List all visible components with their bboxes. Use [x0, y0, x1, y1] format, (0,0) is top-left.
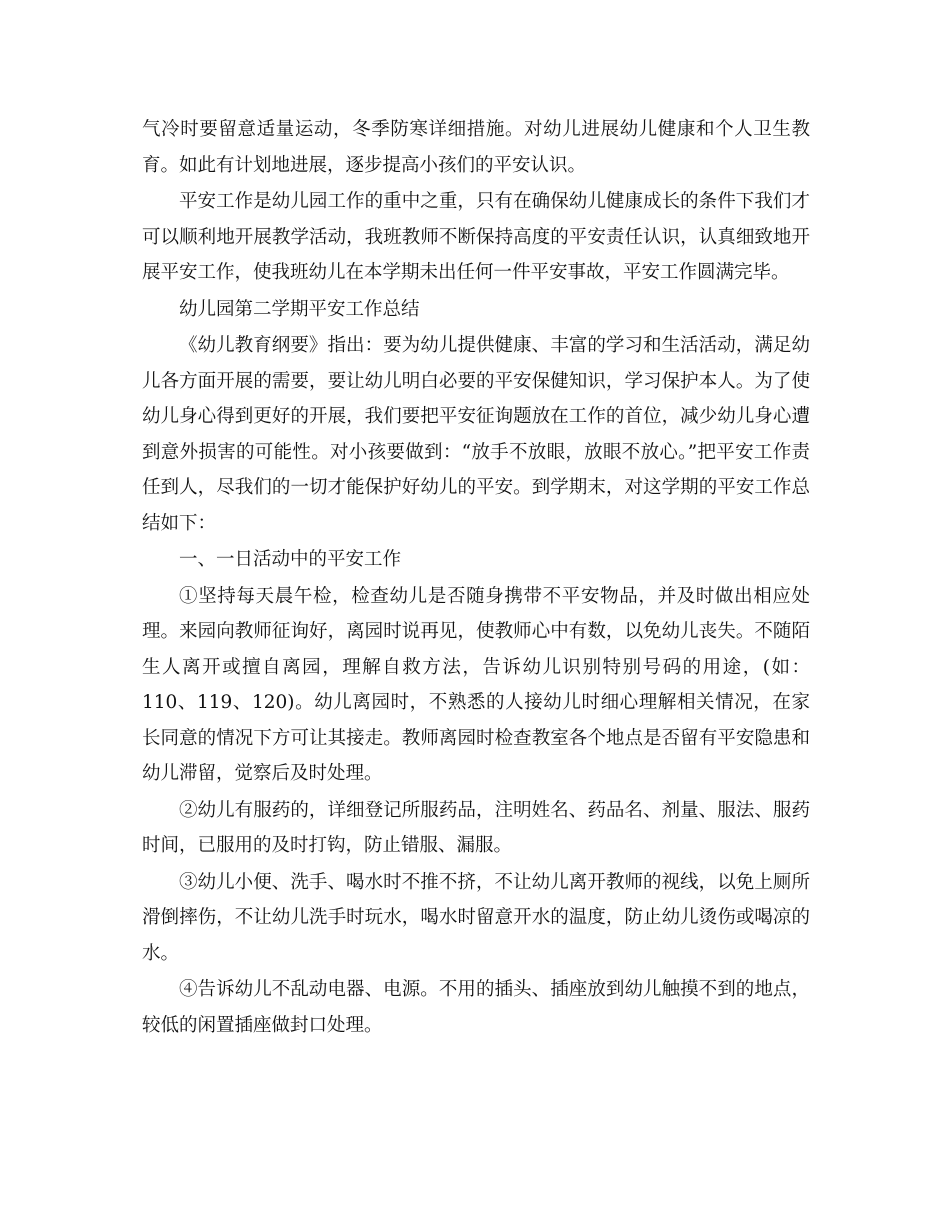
- document-body: [142, 112, 810, 1043]
- section-heading-daily-activities: 一、一日活动中的平安工作: [179, 549, 402, 570]
- list-item-medication: ②幼儿有服药的，详细登记所服药品，注明姓名、药品名、剂量、服法、服药时间，已服用的及时打钩，防止错服、漏服。: [142, 799, 810, 856]
- list-item-morning-check: ①坚持每天晨午检，检查幼儿是否随身携带不平安物品，并及时做出相应处理。来园向教师征询好，离园时说再见，使教师心中有数，以免幼儿丧失。不随陌生人离开或擅自离园，理解自救方法，告诉幼儿识别特别号码的用途，(如：110、119、120)。幼儿离园时，不熟悉的人接幼儿时细心理解相关情况，在家长同意的情况下方可让其接走。教师离园时检查教室各个地点是否留有平安隐患和幼儿滞留，觉察后及时处理。: [142, 585, 810, 784]
- paragraph-guideline-intro: 《幼儿教育纲要》指出：要为幼儿提供健康、丰富的学习和生活活动，满足幼儿各方面开展的需要，要让幼儿明白必要的平安保健知识，学习保护本人。为了使幼儿身心得到更好的开展，我们要把平安征询题放在工作的首位，减少幼儿身心遭到意外损害的可能性。对小孩要做到：“放手不放眼，放眼不放心。”把平安工作责任到人，尽我们的一切才能保护好幼儿的平安。到学期末，对这学期的平安工作总结如下：: [142, 335, 810, 534]
- paragraph-safety-priority: 平安工作是幼儿园工作的重中之重，只有在确保幼儿健康成长的条件下我们才可以顺利地开展教学活动，我班教师不断保持高度的平安责任认识，认真细致地开展平安工作，使我班幼儿在本学期未出任何一件平安事故，平安工作圆满完毕。: [142, 191, 810, 283]
- section-title: 幼儿园第二学期平安工作总结: [179, 298, 420, 320]
- list-item-toilet-water: ③幼儿小便、洗手、喝水时不推不挤，不让幼儿离开教师的视线，以免上厕所滑倒摔伤，不让幼儿洗手时玩水，喝水时留意开水的温度，防止幼儿烫伤或喝凉的水。: [142, 871, 810, 964]
- paragraph-continuation: 气冷时要留意适量运动，冬季防寒详细措施。对幼儿进展幼儿健康和个人卫生教育。如此有计划地进展，逐步提高小孩们的平安认识。: [142, 119, 810, 176]
- list-item-electrical: ④告诉幼儿不乱动电器、电源。不用的插头、插座放到幼儿触摸不到的地点，较低的闲置插座做封口处理。: [142, 979, 810, 1036]
